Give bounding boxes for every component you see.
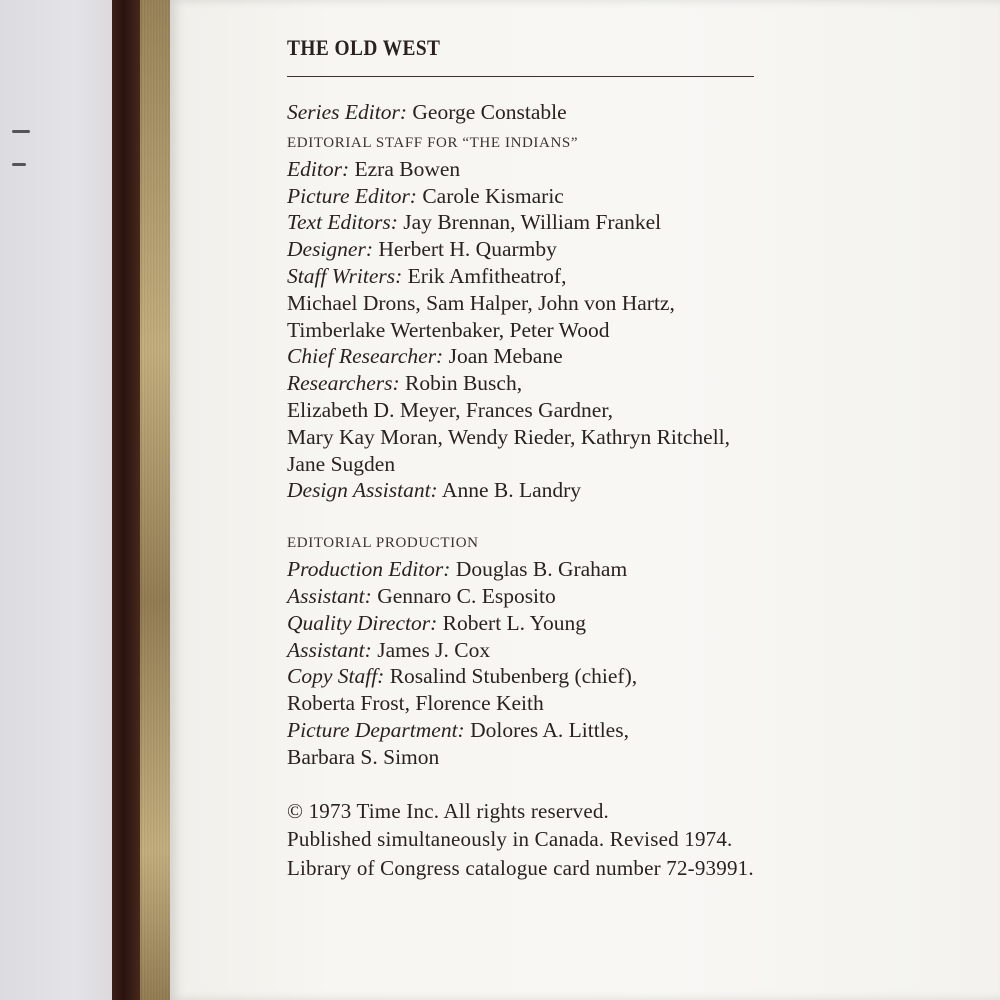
staff-heading: EDITORIAL STAFF FOR “THE INDIANS”	[287, 134, 579, 151]
role-label: Staff Writers:	[287, 263, 403, 288]
role-label: Assistant:	[287, 637, 372, 662]
credit-names: Elizabeth D. Meyer, Frances Gardner,	[287, 397, 614, 422]
credit-names: Douglas B. Graham	[455, 557, 628, 582]
credit-line	[287, 156, 887, 183]
copyright-line: © 1973 Time Inc. All rights reserved.	[287, 798, 609, 823]
credit-line	[287, 744, 887, 771]
series-editor-line	[287, 99, 887, 126]
credit-names: Mary Kay Moran, Wendy Rieder, Kathryn Ritchell,	[287, 424, 731, 449]
role-label: Editor:	[287, 156, 350, 181]
background-surface	[0, 0, 125, 1000]
role-label: Quality Director:	[287, 610, 438, 635]
credit-line	[287, 717, 887, 744]
credit-names: James J. Cox	[377, 637, 491, 662]
credit-line	[287, 477, 887, 504]
credit-line	[287, 370, 887, 397]
role-label: Chief Researcher:	[287, 344, 444, 369]
credits-page-content	[287, 30, 887, 882]
spacer	[287, 504, 887, 530]
spacer	[287, 77, 887, 99]
credit-line	[287, 663, 887, 690]
publication-line: Published simultaneously in Canada. Revised 1974.	[287, 827, 733, 852]
role-label: Designer:	[287, 237, 373, 262]
credit-line	[287, 397, 887, 424]
credit-line	[287, 556, 887, 583]
credit-line	[287, 290, 887, 317]
production-list	[287, 556, 887, 770]
credit-line	[287, 236, 887, 263]
credit-names: Barbara S. Simon	[287, 744, 440, 769]
role-label: Picture Editor:	[287, 183, 417, 208]
credit-line	[287, 690, 887, 717]
role-label: Assistant:	[287, 583, 372, 608]
credit-names: Dolores A. Littles,	[470, 717, 629, 742]
credit-line	[287, 424, 887, 451]
credit-line	[287, 451, 887, 478]
role-label: Researchers:	[287, 371, 400, 396]
credit-names: Jay Brennan, William Frankel	[403, 210, 662, 235]
copyright-block	[287, 797, 887, 883]
credit-names: Carole Kismaric	[422, 183, 564, 208]
credit-line	[287, 209, 887, 236]
credit-line	[287, 263, 887, 290]
book-cover-edge	[112, 0, 142, 1000]
credit-line	[287, 610, 887, 637]
credit-names: Jane Sugden	[287, 451, 396, 476]
credit-names: Rosalind Stubenberg (chief),	[389, 664, 638, 689]
role-label: Design Assistant:	[287, 478, 438, 503]
role-label: Text Editors:	[287, 210, 398, 235]
credit-line	[287, 343, 887, 370]
role-label: Production Editor:	[287, 557, 451, 582]
credit-names: Anne B. Landry	[441, 478, 582, 503]
gilt-shading	[140, 0, 170, 1000]
production-heading: EDITORIAL PRODUCTION	[287, 535, 479, 552]
credit-names: Joan Mebane	[448, 344, 563, 369]
credit-names: Michael Drons, Sam Halper, John von Hartz,	[287, 290, 675, 315]
surface-mark	[12, 130, 30, 133]
spacer	[287, 771, 887, 797]
person-name: George Constable	[412, 100, 567, 124]
credit-names: Ezra Bowen	[354, 156, 461, 181]
credit-names: Gennaro C. Esposito	[377, 583, 556, 608]
catalogue-line: Library of Congress catalogue card number 72-93991.	[287, 855, 754, 880]
credit-names: Erik Amfitheatrof,	[407, 263, 567, 288]
credit-line	[287, 583, 887, 610]
credit-names: Robert L. Young	[442, 610, 587, 635]
credit-names: Roberta Frost, Florence Keith	[287, 691, 544, 716]
credit-names: Robin Busch,	[405, 371, 523, 396]
role-label: Series Editor:	[287, 100, 408, 124]
credit-line	[287, 637, 887, 664]
surface-mark	[12, 163, 26, 166]
staff-list	[287, 156, 887, 504]
credit-line	[287, 183, 887, 210]
credit-line	[287, 317, 887, 344]
role-label: Picture Department:	[287, 717, 465, 742]
credit-names: Timberlake Wertenbaker, Peter Wood	[287, 317, 610, 342]
credit-names: Herbert H. Quarmby	[378, 237, 557, 262]
role-label: Copy Staff:	[287, 664, 385, 689]
page-title: THE OLD WEST	[287, 35, 441, 60]
